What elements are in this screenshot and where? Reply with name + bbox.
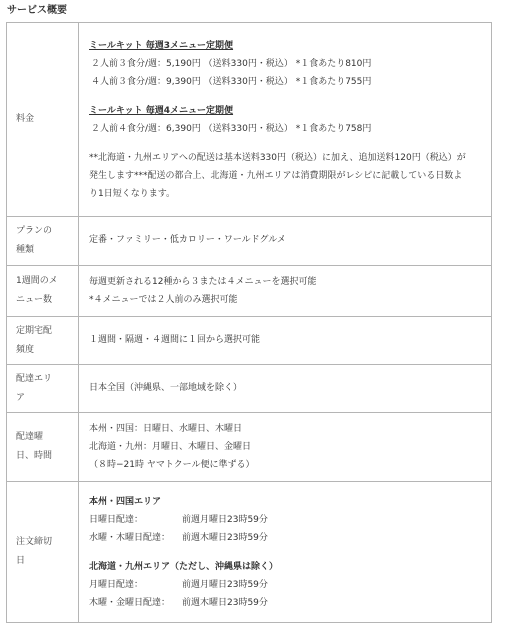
table-row-menus-per-week	[7, 266, 492, 317]
table-row-delivery-frequency	[7, 317, 492, 365]
plan3-title: ミールキット 毎週3メニュー定期便	[89, 40, 234, 51]
order-deadline-label: 注文締切 日	[7, 482, 79, 623]
delivery-frequency-value: １週間・隔週・４週間に１回から選択可能	[79, 317, 492, 365]
deadline-group-title: 北海道・九州エリア（ただし、沖縄県は除く）	[89, 561, 279, 572]
order-deadline-value	[79, 482, 492, 623]
price-value	[79, 23, 492, 217]
plan-type-label: プランの 種類	[7, 217, 79, 266]
delivery-days-label: 配達曜 日、時間	[7, 413, 79, 482]
plan3-line: ４人前３食分/週：9,390円 （送料330円・税込） *１食あたり755円	[91, 76, 372, 87]
table-row-order-deadline	[7, 482, 492, 623]
deadline-row: 日曜日配達： 前週月曜日23時59分	[89, 514, 268, 525]
menus-per-week-label: 1週間のメ ニュー数	[7, 266, 79, 317]
price-note-line: **北海道・九州エリアへの配送は基本送料330円（税込）に加え、追加送料120円（税込）が	[89, 152, 466, 163]
price-label: 料金	[7, 23, 79, 217]
deadline-row: 月曜日配達： 前週月曜日23時59分	[89, 579, 268, 590]
plan3-line: ２人前３食分/週：5,190円 （送料330円・税込） *１食あたり810円	[91, 58, 372, 69]
delivery-frequency-label: 定期宅配 頻度	[7, 317, 79, 365]
price-note-line: 発生します***配送の都合上、北海道・九州エリアは消費期限がレシピに記載している日数よ	[89, 170, 463, 181]
table-row-plan-type	[7, 217, 492, 266]
plan4-title: ミールキット 毎週4メニュー定期便	[89, 105, 234, 116]
plan4-line: ２人前４食分/週：6,390円 （送料330円・税込） *１食あたり758円	[91, 123, 372, 134]
delivery-days-value: 本州・四国：日曜日、水曜日、木曜日 北海道・九州：月曜日、木曜日、金曜日 （８時−21時 ヤマトクール便に準ずる）	[79, 413, 492, 482]
table-row-delivery-days	[7, 413, 492, 482]
table-row-delivery-area	[7, 365, 492, 413]
page-title: サービス概要	[7, 5, 67, 16]
price-note-line: り1日短くなります。	[89, 188, 176, 199]
table-row-price	[7, 23, 492, 217]
deadline-row: 水曜・木曜日配達： 前週木曜日23時59分	[89, 532, 268, 543]
delivery-area-label: 配達エリ ア	[7, 365, 79, 413]
deadline-row: 木曜・金曜日配達： 前週木曜日23時59分	[89, 597, 268, 608]
menus-per-week-value: 毎週更新される12種から３または４メニューを選択可能 *４メニューでは２人前のみ選択可能	[79, 266, 492, 317]
service-overview-table	[6, 22, 492, 623]
delivery-area-value: 日本全国（沖縄県、一部地域を除く）	[79, 365, 492, 413]
plan-type-value: 定番・ファミリー・低カロリー・ワールドグルメ	[79, 217, 492, 266]
deadline-group-title: 本州・四国エリア	[89, 496, 162, 507]
